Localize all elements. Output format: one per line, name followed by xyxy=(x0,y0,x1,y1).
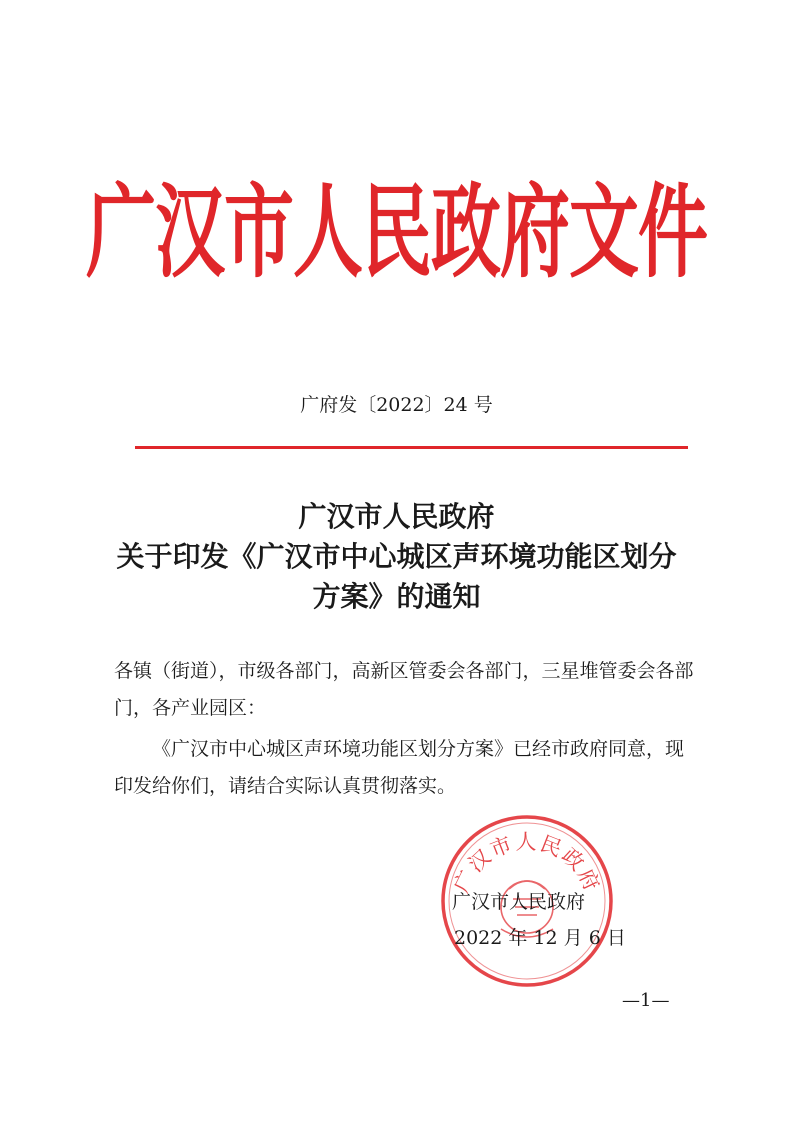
seal-text: 广汉市人民政府 xyxy=(449,830,605,897)
signature-block xyxy=(452,884,652,956)
red-separator-line xyxy=(135,446,688,449)
title-line-3: 方案》的通知 xyxy=(312,580,481,613)
notice-title xyxy=(0,497,793,617)
title-line-2: 关于印发《广汉市中心城区声环境功能区划分 xyxy=(116,540,677,573)
document-number: 广府发〔2022〕24 号 xyxy=(300,394,493,416)
body-paragraph xyxy=(114,731,699,805)
page-number: —1— xyxy=(622,990,670,1011)
issue-date: 2022 年 12 月 6 日 xyxy=(454,927,626,949)
title-line-1: 广汉市人民政府 xyxy=(298,500,495,533)
addressee: 各镇（街道），市级各部门，高新区管委会各部门，三星堆管委会各部门，各产业园区： xyxy=(114,660,694,719)
document-masthead: 广汉市人民政府文件 xyxy=(86,173,707,293)
issuer-name: 广汉市人民政府 xyxy=(452,891,586,913)
body-paragraph-text: 《广汉市中心城区声环境功能区划分方案》已经市政府同意，现印发给你们，请结合实际认真贯彻落实。 xyxy=(114,738,685,797)
